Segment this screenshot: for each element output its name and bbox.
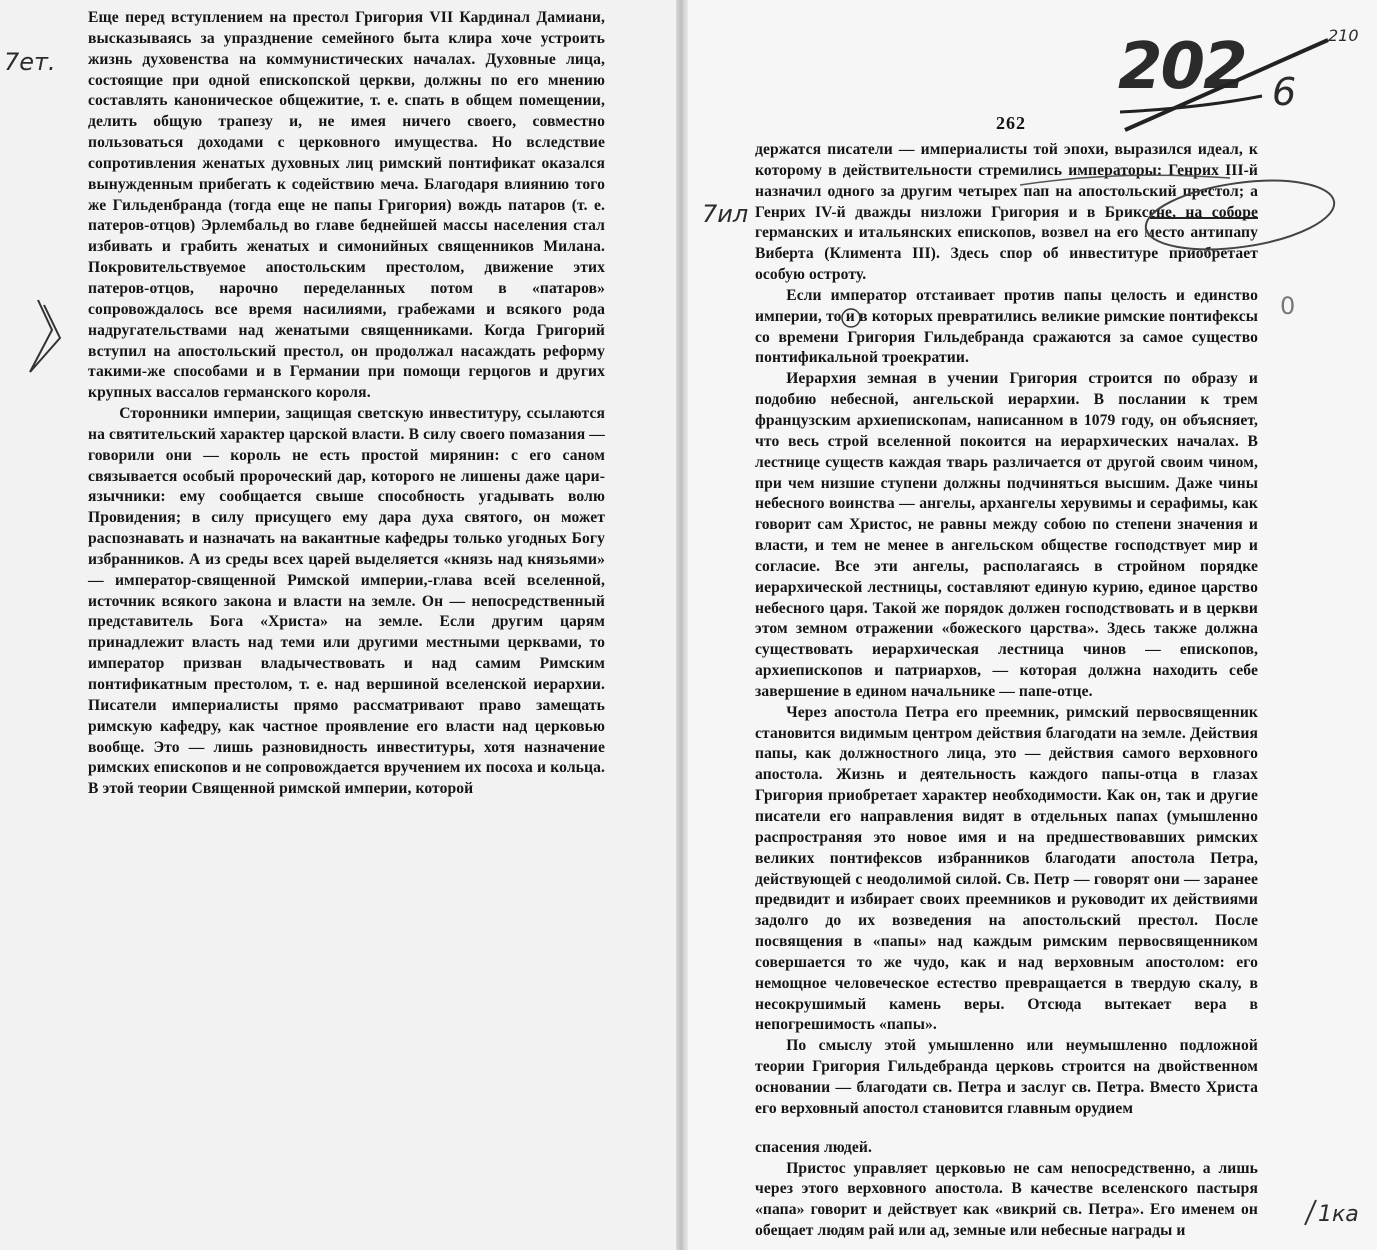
right-paragraph-5: По смыслу этой умышленно или неумышленно подложной теории Григория Гильдебранда церковь строится на двойственном основании — благодати св. Петра и заслуг св. Петра. Вместо Христа его верховный апостол становится главным орудием <box>755 1037 1258 1117</box>
handwritten-circle-mark: 0 <box>1280 292 1296 320</box>
left-paragraph-1: Еще перед вступлением на престол Григория VII Кардинал Дамиани, высказываясь за упразднение семейного быта клира хоче устроить жизнь духовенства на коммунистических началах. Духовные лица, состоящие при одной епископской церкви, должны по его мнению составлять каноническое общежитие, т. е. спать в общем помещении, делить общую трапезу и, не имея ничего своего, совместно пользоваться доходами с церковного имущества. Но вследствие сопротивления женатых духовных лиц римский понтификат оказался вынужденным прибегать к содействию меча. Благодаря влиянию того же Гильденбранда (тогда еще не папы Григория) вождь патаров (т. е. патеров-отцов) Эрлембальд во главе беднейшей массы населения стал избивать и грабить женатых и симонийных священников Милана. Покровительствуемое апостольским престолом, движение этих патеров-отцов, нарочно переделанных потом в «патаров» сопровождалось все время насилиями, грабежами и всякого рода надругательствами над женатыми священниками. Когда Григорий вступил на апостольский престол, он продолжал насаждать реформу такими-же способами и в Германии при помощи герцогов и других крупных вассалов германского короля. <box>88 9 605 402</box>
handwritten-note-right: 7ил <box>702 200 749 228</box>
handwritten-number-210: 210 <box>1328 26 1359 45</box>
handwritten-note-bottom: 1ка <box>1318 1202 1359 1227</box>
handwritten-number-6: 6 <box>1272 70 1297 114</box>
left-text-column <box>88 8 605 800</box>
right-paragraph-2: Если император отстаивает против папы целость и единство империи, то и в которых превратились великие римские понтифексы со времени Григория Гильдебранда сражаются за самое существо понтификальной троекратии. <box>755 286 1258 367</box>
book-gutter <box>676 0 688 1250</box>
page-number: 262 <box>996 113 1026 133</box>
right-tail-line: спасения людей. <box>755 1138 873 1156</box>
right-text-column <box>755 140 1258 1242</box>
right-paragraph-6: Пристос управляет церковью не сам непосредственно, а лишь через этого верховного апостола. В качестве вселенского пастыря «папа» говорит и действует как «викрий св. Петра». Его именем он обещает людям рай или ад, земные или небесные награды и <box>755 1159 1258 1240</box>
left-paragraph-2: Сторонники империи, защищая светскую инвеституру, ссылаются на святительский характер царской власти. В силу своего помазания — говорили они — король не есть простой мирянин: с его саном связывается особый пророческий дар, которого не лишены даже цари-язычники: ему сообщается свыше способность угадывать волю Провидения; в силу присущего ему дара духа святого, он может распознавать и назначать на вакантные кафедры только угодных Богу избранников. А из среды всех царей выделяется «князь над князьями» — император-священной Римской империи,-глава всей вселенной, источник всякого закона и власти на земле. Он — непосредственный представитель Бога «Христа» на земле. Если другим царям принадлежит власть над теми или другими местными церквами, то император призван владычествовать и над самим Римским понтификатным престолом, т. е. над вершиной вселенской иерархии. Писатели империалисты прямо рассматривают право замещать римскую кафедру, как частное проявление его власти над церковью вообще. Это — лишь разновидность инвеституры, хотя назначение римских епископов и не сопровождается вручением их посоха и кольца. В этой теории Священной римской империи, которой <box>88 405 605 798</box>
left-page <box>0 0 682 1250</box>
right-paragraph-4: Через апостола Петра его преемник, римский первосвященник становится видимым центром действия благодати на земле. Действия папы, как должностного лица, это — действия самого верховного апостола. Жизнь и деятельность каждого папы-отца в глазах Григория приобретает характер необходимости. Как он, так и другие писатели его направления видят в отдельных папах (умышленно распространяя это новое имя и на предшествовавших римских великих понтифексов избранников благодати апостола Петра, действующей с неодолимой силой. Св. Петр — говорят они — заранее предвидит и избирает своих преемников и руководит их действиями задолго до их возведения на апостольский престол. После посвящения в «папы» над каждым римским первосвященником совершается то же чудо, как и над верховным апостолом: его немощное человеческое естество превращается в твердую скалу, в несокрушимый камень веры. Отсюда вытекает вера в непогрешимость «папы». <box>755 703 1258 1034</box>
handwritten-note-left: 7ет. <box>4 48 56 76</box>
handwritten-number-202: 202 <box>1118 30 1246 104</box>
right-paragraph-1: держатся писатели — империалисты той эпохи, выразился идеал, к которому в действительности стремились императоры: Генрих III-й назначил одного за другим четырех пап на апостольский престол; а Генрих IV-й дважды низложи Григория и в Бриксене, на соборе германских и итальянских епископов, возвел на его место антипапу Виберта (Климента III). Здесь спор об инвеституре приобретает особую остроту. <box>755 141 1258 284</box>
right-paragraph-3: Иерархия земная в учении Григория строится по образу и подобию небесной, ангельской иерархии. В послании к трем французским архиепископам, написанном в 1079 году, он объясняет, что весь строй вселенной покоится на иерархических началах. В лестнице существ каждая тварь различается от другой своим чином, при чем низшие ступени должны подчиняться высшим. Даже чины небесного воинства — ангелы, архангелы херувимы и серафимы, как говорит сам Христос, не равны между собою по степени значения и власти, и тем не менее в ангельском обществе господствует мир и согласие. Все эти ангелы, располагаясь в стройном порядке иерархической лестницы, составляют единую курию, единое царство небесного царя. Такой же порядок должен господствовать и в церкви этом земном отражении «божеского царства». Здесь также должна существовать иерархическая лестница чинов — епископов, архиепископов и патриархов, — которая должна находить себе завершение в едином начальнике — папе-отце. <box>755 370 1258 700</box>
